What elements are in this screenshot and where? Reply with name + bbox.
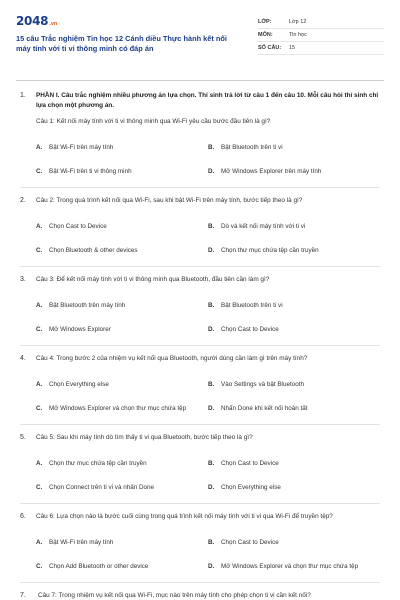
question-body (36, 196, 380, 262)
option-text: Chọn Cast to Device (221, 459, 279, 467)
question-text: Câu 5: Sau khi máy tính dò tìm thấy ti vi qua Bluetooth, bước tiếp theo là gì? (36, 434, 253, 441)
option-letter: C. (36, 246, 43, 254)
question-number: 2. (20, 197, 26, 204)
option-text: Chọn Cast to Device (221, 325, 279, 333)
question-row (20, 196, 380, 262)
answer-option[interactable] (208, 396, 380, 420)
option-text: Bật Bluetooth trên ti vi (221, 143, 283, 151)
option-text: Bật Wi-Fi trên ti vi thông minh (49, 167, 132, 175)
answer-option[interactable] (36, 372, 208, 396)
option-text: Chọn Cast to Device (49, 222, 107, 230)
option-letter: D. (208, 562, 215, 570)
question-item (20, 196, 380, 267)
meta-value: 15 (289, 45, 296, 51)
meta-table (258, 16, 384, 55)
question-row (20, 512, 380, 578)
question-text: Câu 6: Lựa chọn nào là bước cuối cùng trong quá trình kết nối máy tính với ti vi qua Wi-Fi để truyền tệp? (36, 513, 333, 520)
answer-options (36, 530, 380, 578)
option-text: Chọn Connect trên ti vi và nhấn Done (49, 483, 155, 491)
option-letter: B. (208, 222, 215, 230)
answer-option[interactable] (208, 159, 380, 183)
question-divider (20, 266, 380, 267)
option-text: Chọn thư mục chứa tệp cần truyền (49, 459, 147, 467)
option-text: Mở Windows Explorer trên máy tính (221, 167, 322, 175)
option-letter: D. (208, 325, 215, 333)
question-number: 1. (20, 92, 26, 99)
option-text: Chọn thư mục chứa tệp cần truyền (221, 246, 319, 254)
option-letter: A. (36, 143, 43, 151)
option-text: Mở Windows Explorer và chọn thư mục chứa tệp (221, 562, 359, 570)
option-letter: A. (36, 459, 43, 467)
question-row (20, 591, 380, 600)
option-text: Mở Windows Explorer (49, 325, 111, 333)
answer-options (36, 372, 380, 420)
option-letter: B. (208, 301, 215, 309)
option-letter: A. (36, 380, 43, 388)
option-text: Vào Settings và bật Bluetooth (221, 380, 304, 388)
option-letter: D. (208, 167, 215, 175)
option-letter: D. (208, 246, 215, 254)
question-number: 6. (20, 513, 26, 520)
option-text: Chọn Add Bluetooth or other device (49, 562, 149, 570)
question-divider (20, 582, 380, 583)
question-item (20, 433, 380, 504)
answer-option[interactable] (36, 293, 208, 317)
question-body (36, 354, 380, 420)
question-item (20, 91, 380, 188)
option-letter: C. (36, 167, 43, 175)
answer-option[interactable] (208, 475, 380, 499)
question-body (36, 433, 380, 499)
question-text: Câu 1: Kết nối máy tính với ti vi thông minh qua Wi-Fi yêu cầu bước đầu tiên là gì? (36, 118, 271, 125)
option-letter: D. (208, 483, 215, 491)
meta-key: SỐ CÂU: (258, 45, 282, 51)
answer-option[interactable] (36, 159, 208, 183)
question-text: Câu 3: Để kết nối máy tính với ti vi thông minh qua Bluetooth, đầu tiên cần làm gì? (36, 276, 270, 283)
answer-option[interactable] (208, 214, 380, 238)
option-letter: B. (208, 459, 215, 467)
answer-option[interactable] (208, 372, 380, 396)
option-letter: B. (208, 380, 215, 388)
answer-option[interactable] (36, 475, 208, 499)
option-letter: D. (208, 404, 215, 412)
header-left (16, 14, 241, 54)
answer-option[interactable] (36, 396, 208, 420)
option-text: Nhấn Done khi kết nối hoàn tất (221, 404, 308, 412)
question-item (20, 591, 380, 600)
option-text: Chọn Everything else (49, 380, 109, 388)
question-row (20, 275, 380, 341)
option-text: Bật Wi-Fi trên máy tính (49, 143, 114, 151)
section-heading: PHẦN I. Câu trắc nghiệm nhiều phương án lựa chọn. Thí sinh trả lời từ câu 1 đến câu 10. Mỗi câu hỏi thí sinh chỉ lựa chọn một phương án. (36, 92, 379, 109)
question-number: 3. (20, 276, 26, 283)
meta-row-count (258, 42, 384, 55)
logo-suffix: .vn (49, 21, 58, 27)
question-row (20, 433, 380, 499)
question-text: Câu 7: Trong nhiệm vụ kết nối qua Wi-Fi, mục nào trên máy tính cho phép chọn ti vi cần kết nối? (38, 592, 311, 599)
answer-option[interactable] (208, 135, 380, 159)
answer-option[interactable] (36, 214, 208, 238)
question-item (20, 354, 380, 425)
document-header (16, 14, 384, 70)
option-text: Bật Wi-Fi trên máy tính (49, 538, 114, 546)
question-item (20, 512, 380, 583)
option-text: Chọn Bluetooth & other devices (49, 246, 138, 254)
option-text: Dò và kết nối máy tính với ti vi (221, 222, 306, 230)
answer-option[interactable] (208, 554, 380, 578)
document-title: 15 câu Trắc nghiệm Tin học 12 Cánh diều Thực hành kết nối máy tính với ti vi thông minh có đáp án (16, 34, 227, 53)
question-divider (20, 187, 380, 188)
option-text: Bật Bluetooth trên ti vi (221, 301, 283, 309)
option-text: Mở Windows Explorer và chọn thư mục chứa tệp (49, 404, 187, 412)
question-divider (20, 345, 380, 346)
site-logo[interactable] (16, 14, 241, 31)
question-row (20, 91, 380, 183)
answer-option[interactable] (208, 451, 380, 475)
answer-options (36, 135, 380, 183)
question-text: Câu 2: Trong quá trình kết nối qua Wi-Fi, sau khi bật Wi-Fi trên máy tính, bước tiếp theo là gì? (36, 197, 303, 204)
meta-key: MÔN: (258, 32, 273, 38)
meta-key: LỚP: (258, 19, 272, 25)
answer-option[interactable] (36, 135, 208, 159)
option-letter: C. (36, 325, 43, 333)
question-body (36, 91, 380, 183)
question-item (20, 275, 380, 346)
question-text: Câu 4: Trong bước 2 của nhiệm vụ kết nối qua Bluetooth, người dùng cần làm gì trên máy tính? (36, 355, 308, 362)
answer-option[interactable] (208, 530, 380, 554)
option-letter: A. (36, 222, 43, 230)
logo-text: 2048 (16, 14, 49, 28)
question-list (16, 81, 384, 600)
question-body (36, 512, 380, 578)
question-row (20, 354, 380, 420)
answer-option[interactable] (36, 238, 208, 262)
option-text: Bật Bluetooth trên máy tính (49, 301, 126, 309)
question-number: 7. (20, 592, 26, 599)
option-letter: C. (36, 404, 43, 412)
answer-options (36, 293, 380, 341)
answer-option[interactable] (36, 451, 208, 475)
meta-row-subject (258, 29, 384, 42)
answer-options (36, 451, 380, 499)
question-body (36, 275, 380, 341)
option-letter: C. (36, 562, 43, 570)
question-number: 5. (20, 434, 26, 441)
question-divider (20, 424, 380, 425)
answer-option[interactable] (208, 238, 380, 262)
option-letter: C. (36, 483, 43, 491)
meta-value: Tin học (289, 32, 307, 38)
answer-option[interactable] (36, 554, 208, 578)
answer-option[interactable] (208, 317, 380, 341)
option-text: Chọn Everything else (221, 483, 281, 491)
answer-option[interactable] (36, 530, 208, 554)
answer-option[interactable] (208, 293, 380, 317)
option-letter: B. (208, 538, 215, 546)
question-number: 4. (20, 355, 26, 362)
option-letter: B. (208, 143, 215, 151)
option-letter: A. (36, 538, 43, 546)
option-text: Chọn Cast to Device (221, 538, 279, 546)
option-letter: A. (36, 301, 43, 309)
meta-value: Lớp 12 (289, 19, 307, 25)
question-body (38, 591, 380, 600)
question-divider (20, 503, 380, 504)
meta-row-class (258, 16, 384, 29)
answer-option[interactable] (36, 317, 208, 341)
answer-options (36, 214, 380, 262)
